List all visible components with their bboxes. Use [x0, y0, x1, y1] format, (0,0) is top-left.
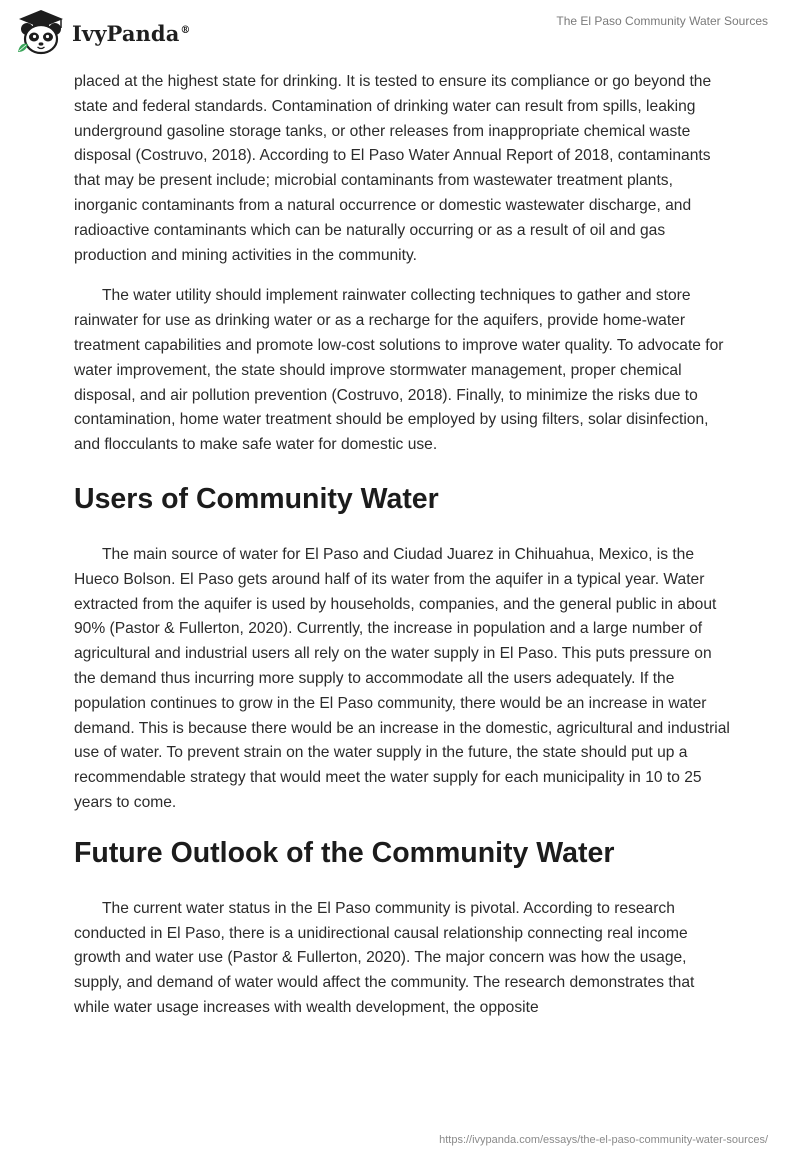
logo-wordmark: IvyPanda® — [72, 20, 191, 46]
ivypanda-logo[interactable] — [14, 8, 191, 58]
section-heading-future-outlook: Future Outlook of the Community Water — [74, 836, 615, 869]
page-header — [0, 0, 800, 70]
essay-content — [74, 70, 734, 1021]
source-url[interactable]: https://ivypanda.com/essays/the-el-paso-community-water-sources/ — [439, 1134, 768, 1146]
document-title: The El Paso Community Water Sources — [556, 14, 768, 28]
paragraph-users: The main source of water for El Paso and Ciudad Juarez in Chihuahua, Mexico, is the Hueco Bolson. El Paso gets around half of its water from the aquifer in a typical year. Water extracted from the aquifer is used by households, companies, and the general public in about 90% (Pastor & Fullerton, 2020). Currently, the increase in population and a large number of agricultural and industrial users all rely on the water supply in El Paso. This puts pressure on the demand thus incurring more supply to accommodate all the users adequately. If the population continues to grow in the El Paso community, there would be an increase in water demand. This is because there would be an increase in the domestic, agricultural and industrial use of water. To prevent strain on the water supply in the future, the state should put up a recommendable strategy that would meet the water supply for each municipality in 10 to 25 years to come. — [74, 545, 730, 811]
paragraph-future-outlook: The current water status in the El Paso community is pivotal. According to research conducted in El Paso, there is a unidirectional causal relationship connecting real income growth and water use (Pastor & Fullerton, 2020). The major concern was how the usage, supply, and demand of water would affect the community. The research demonstrates that while water usage increases with wealth development, the opposite — [74, 899, 695, 1016]
paragraph-contamination: placed at the highest state for drinking. It is tested to ensure its compliance or go beyond the state and federal standards. Contamination of drinking water can result from spills, leaking underground gasoline storage tanks, or other releases from inappropriate chemical waste disposal (Costruvo, 2018). According to El Paso Water Annual Report of 2018, contaminants that may be present include; microbial contaminants from wastewater treatment plants, inorganic contaminants from a natural occurrence or domestic wastewater discharge, and radioactive contaminants which can be naturally occurring or as a result of oil and gas production and mining activities in the community. — [74, 73, 712, 264]
section-heading-users: Users of Community Water — [74, 482, 439, 515]
paragraph-recommendations: The water utility should implement rainwater collecting techniques to gather and store rainwater for use as drinking water or as a recharge for the aquifers, provide home-water treatment capabilities and promote low-cost solutions to improve water quality. To advocate for water improvement, the state should improve stormwater management, proper chemical disposal, and air pollution prevention (Costruvo, 2018). Finally, to minimize the risks due to contamination, home water treatment should be employed by using filters, solar disinfection, and flocculants to make safe water for domestic use. — [74, 287, 724, 454]
panda-graduate-icon — [14, 8, 68, 58]
